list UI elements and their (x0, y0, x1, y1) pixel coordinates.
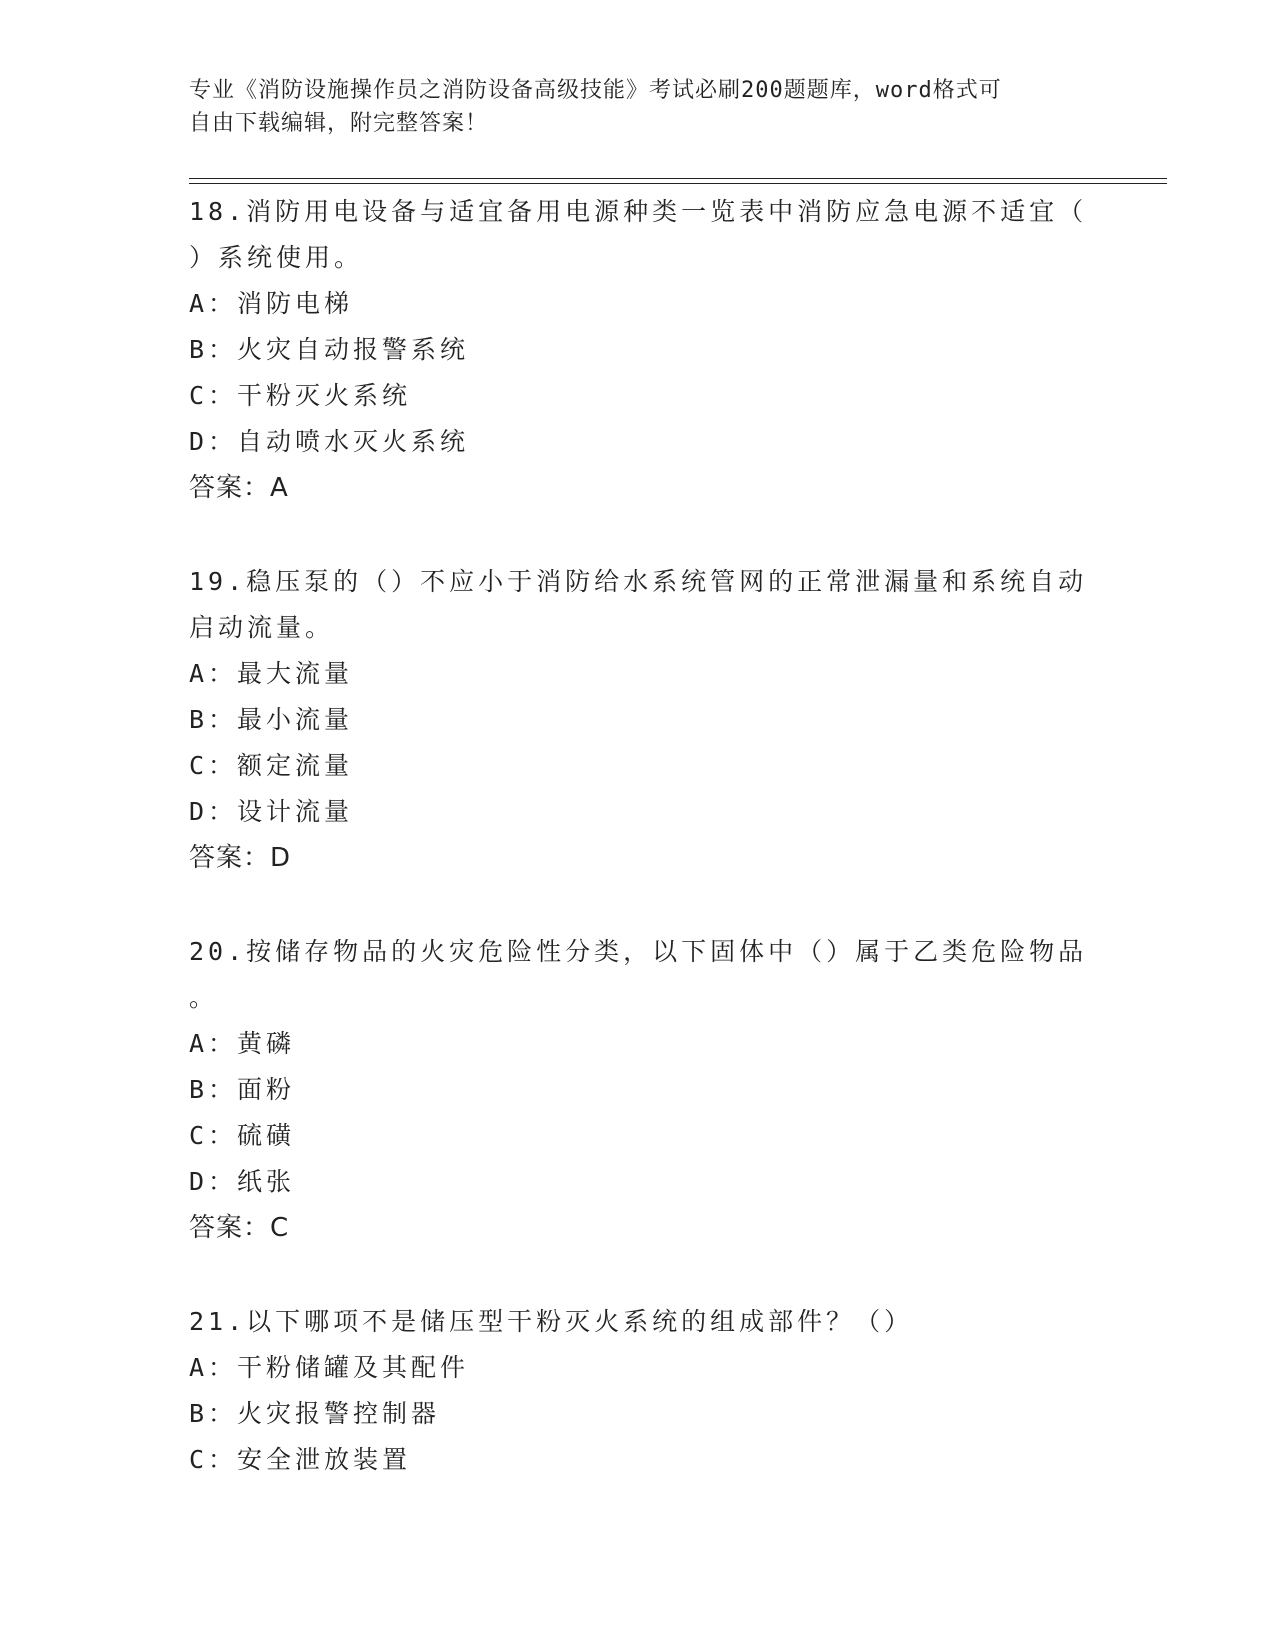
question-text-line: 21.以下哪项不是储压型干粉灭火系统的组成部件？（） (189, 1307, 914, 1336)
option-b: B：火灾自动报警系统 (189, 335, 470, 364)
question-text-line: ）系统使用。 (189, 243, 364, 272)
option-b: B：面粉 (189, 1075, 296, 1104)
document-header (189, 74, 1069, 140)
option-c: C：安全泄放装置 (189, 1445, 412, 1474)
option-c: C：额定流量 (189, 751, 354, 780)
question-list (189, 189, 1089, 1531)
header-line-1: 专业《消防设施操作员之消防设备高级技能》考试必刷200题题库，word格式可 (189, 78, 1002, 103)
option-d: D：纸张 (189, 1167, 296, 1196)
question-18 (189, 189, 1089, 511)
question-text-line: 19.稳压泵的（）不应小于消防给水系统管网的正常泄漏量和系统自动 (189, 567, 1088, 596)
option-a: A：黄磷 (189, 1029, 296, 1058)
option-a: A：干粉储罐及其配件 (189, 1353, 470, 1382)
option-b: B：最小流量 (189, 705, 354, 734)
option-c: C：干粉灭火系统 (189, 381, 412, 410)
answer-text: 答案：D (189, 843, 292, 873)
question-21 (189, 1299, 1089, 1483)
header-line-2: 自由下载编辑，附完整答案！ (189, 111, 489, 136)
question-text-line: 。 (189, 983, 219, 1012)
answer-text: 答案：C (189, 1213, 290, 1243)
header-divider-top (189, 178, 1167, 179)
header-divider-bottom (189, 183, 1167, 184)
option-b: B：火灾报警控制器 (189, 1399, 441, 1428)
answer-text: 答案：A (189, 473, 289, 503)
option-a: A：最大流量 (189, 659, 354, 688)
question-19 (189, 559, 1089, 881)
option-d: D：设计流量 (189, 797, 354, 826)
option-c: C：硫磺 (189, 1121, 296, 1150)
question-20 (189, 929, 1089, 1251)
question-text-line: 18.消防用电设备与适宜备用电源种类一览表中消防应急电源不适宜（ (189, 197, 1088, 226)
question-text-line: 20.按储存物品的火灾危险性分类，以下固体中（）属于乙类危险物品 (189, 937, 1088, 966)
option-a: A：消防电梯 (189, 289, 354, 318)
option-d: D：自动喷水灭火系统 (189, 427, 470, 456)
question-text-line: 启动流量。 (189, 613, 335, 642)
